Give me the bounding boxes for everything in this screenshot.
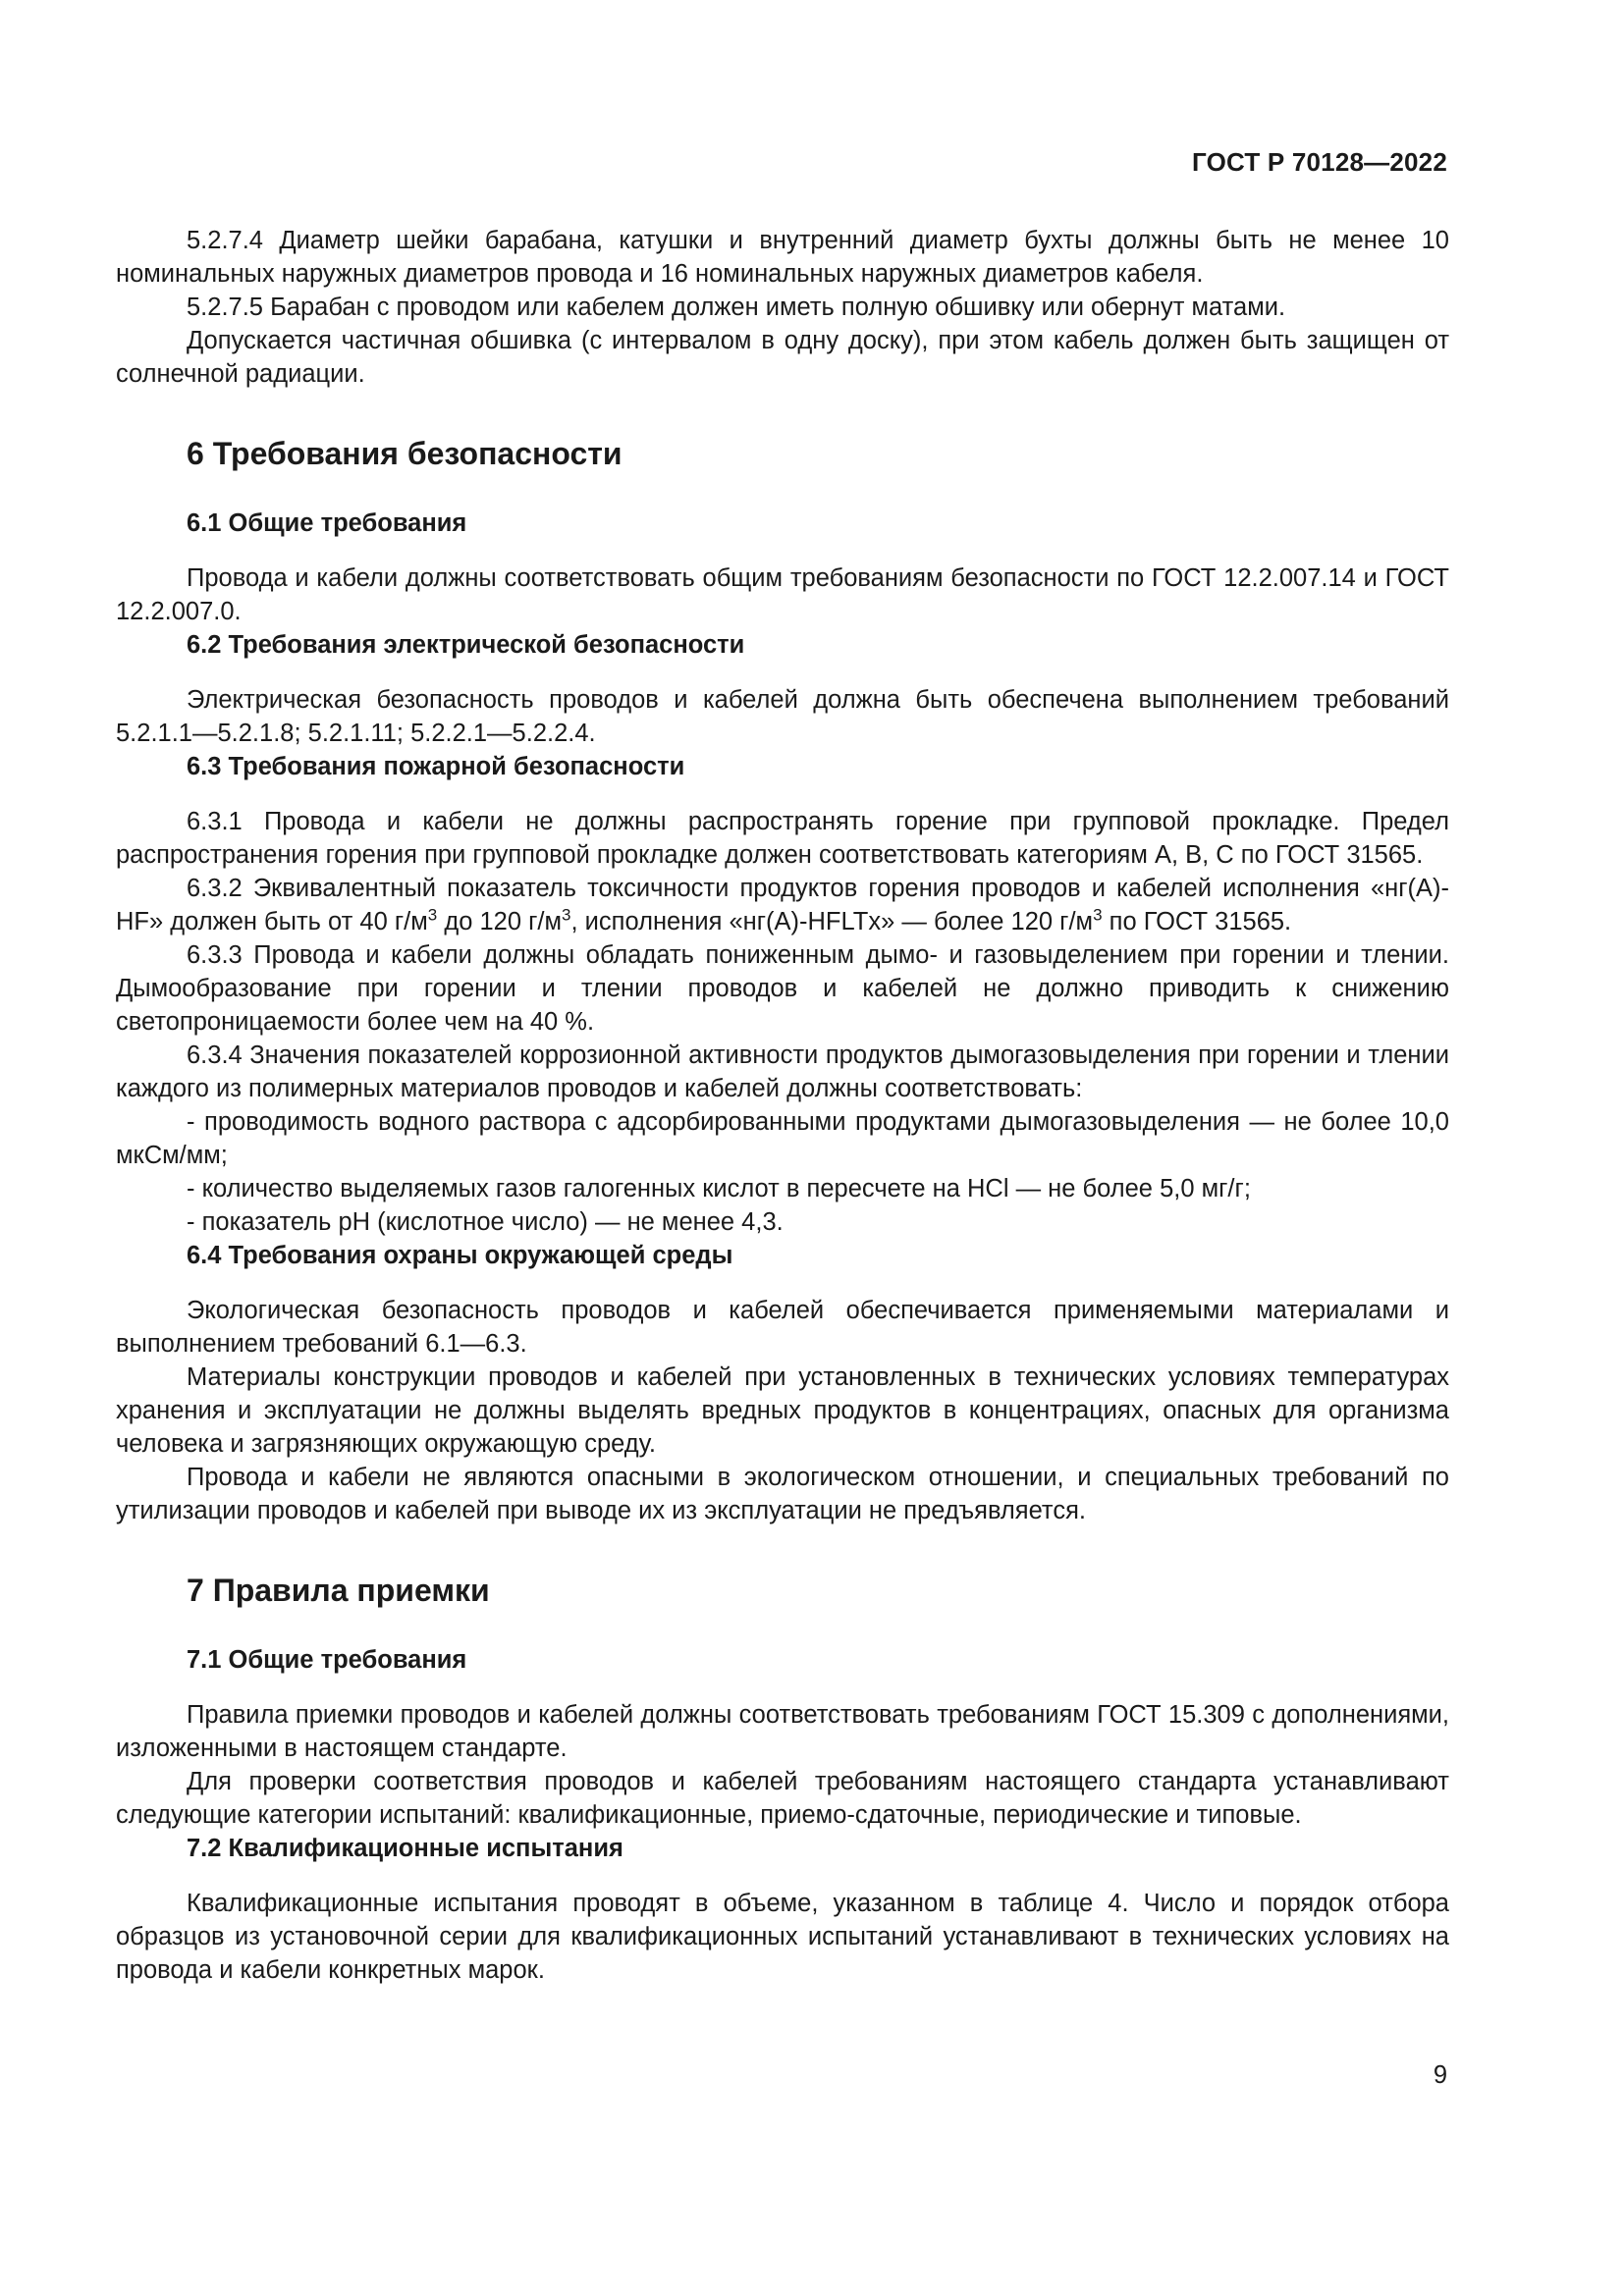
paragraph-6-4-b: Материалы конструкции проводов и кабелей при установленных в технических условиях температурах хранения и эксплуатации не должны выделять вредных продуктов в концентрациях, опасных для организма человека и загрязняющих окружающую среду. <box>116 1363 1449 1458</box>
paragraph-6-1: Провода и кабели должны соответствовать общим требованиям безопасности по ГОСТ 12.2.007.14 и ГОСТ 12.2.007.0. <box>116 564 1449 625</box>
section-7-title: 7 Правила приемки <box>187 1573 490 1608</box>
text-run: по ГОСТ 31565. <box>1102 908 1292 935</box>
list-item: - количество выделяемых газов галогенных кислот в пересчете на HCl — не более 5,0 мг/г; <box>187 1175 1251 1202</box>
subsection-7-2-title: 7.2 Квалификационные испытания <box>187 1835 623 1862</box>
paragraph-6-2: Электрическая безопасность проводов и кабелей должна быть обеспечена выполнением требований 5.2.1.1—5.2.1.8; 5.2.1.11; 5.2.2.1—5.2.2.4. <box>116 686 1449 747</box>
paragraph-7-1-b: Для проверки соответствия проводов и кабелей требованиям настоящего стандарта устанавливают следующие категории испытаний: квалификационные, приемо-сдаточные, периодические и типовые. <box>116 1768 1449 1829</box>
subsection-6-1-title: 6.1 Общие требования <box>187 509 467 537</box>
superscript: 3 <box>562 905 571 925</box>
text-run: до 120 г/м <box>437 908 563 935</box>
paragraph-6-3-2 <box>116 872 1449 938</box>
paragraph-6-3-3: 6.3.3 Провода и кабели должны обладать пониженным дымо- и газовыделением при горении и тлении. Дымообразование при горении и тлении проводов и кабелей не должно приводить к снижению светопроницаемости более чем на 40 %. <box>116 941 1449 1036</box>
paragraph-5-2-7-4: 5.2.7.4 Диаметр шейки барабана, катушки и внутренний диаметр бухты должны быть не менее 10 номинальных наружных диаметров провода и 16 номинальных наружных диаметров кабеля. <box>116 227 1449 288</box>
paragraph-7-2: Квалификационные испытания проводят в объеме, указанном в таблице 4. Число и порядок отбора образцов из установочной серии для квалификационных испытаний устанавливают в технических условиях на провода и кабели конкретных марок. <box>116 1890 1449 1984</box>
list-item: - показатель pH (кислотное число) — не менее 4,3. <box>187 1208 784 1236</box>
list-item: - проводимость водного раствора с адсорбированными продуктами дымогазовыделения — не более 10,0 мкСм/мм; <box>116 1108 1449 1169</box>
paragraph-6-4-a: Экологическая безопасность проводов и кабелей обеспечивается применяемыми материалами и выполнением требований 6.1—6.3. <box>116 1297 1449 1358</box>
subsection-6-4-title: 6.4 Требования охраны окружающей среды <box>187 1242 733 1269</box>
subsection-7-1-title: 7.1 Общие требования <box>187 1646 467 1674</box>
paragraph-6-4-c: Провода и кабели не являются опасными в экологическом отношении, и специальных требований по утилизации проводов и кабелей при выводе их из эксплуатации не предъявляется. <box>116 1464 1449 1524</box>
paragraph-partial-sheathing: Допускается частичная обшивка (с интервалом в одну доску), при этом кабель должен быть защищен от солнечной радиации. <box>116 327 1449 388</box>
superscript: 3 <box>427 905 438 925</box>
subsection-6-2-title: 6.2 Требования электрической безопасности <box>187 631 745 659</box>
document-code: ГОСТ Р 70128—2022 <box>1192 147 1447 177</box>
text-run: 6.3.2 Эквивалентный показатель токсичности продуктов горения проводов и кабелей исполнения «нг(А)-HF» должен быть от 40 г/м <box>116 875 1449 935</box>
paragraph-6-3-4: 6.3.4 Значения показателей коррозионной активности продуктов дымогазовыделения при горении и тлении каждого из полимерных материалов проводов и кабелей должны соответствовать: <box>116 1041 1449 1102</box>
paragraph-7-1-a: Правила приемки проводов и кабелей должны соответствовать требованиям ГОСТ 15.309 с дополнениями, изложенными в настоящем стандарте. <box>116 1701 1449 1762</box>
paragraph-6-3-1: 6.3.1 Провода и кабели не должны распространять горение при групповой прокладке. Предел распространения горения при групповой прокладке должен соответствовать категориям А, В, С по ГОСТ 31565. <box>116 808 1449 869</box>
superscript: 3 <box>1093 905 1103 925</box>
section-6-title: 6 Требования безопасности <box>187 436 623 471</box>
page-content <box>116 224 1449 1987</box>
page-number: 9 <box>1433 2061 1447 2089</box>
text-run: , исполнения «нг(А)-HFLTx» — более 120 г/м <box>570 908 1094 935</box>
paragraph-5-2-7-5: 5.2.7.5 Барабан с проводом или кабелем должен иметь полную обшивку или обернут матами. <box>187 294 1286 321</box>
subsection-6-3-title: 6.3 Требования пожарной безопасности <box>187 753 685 780</box>
